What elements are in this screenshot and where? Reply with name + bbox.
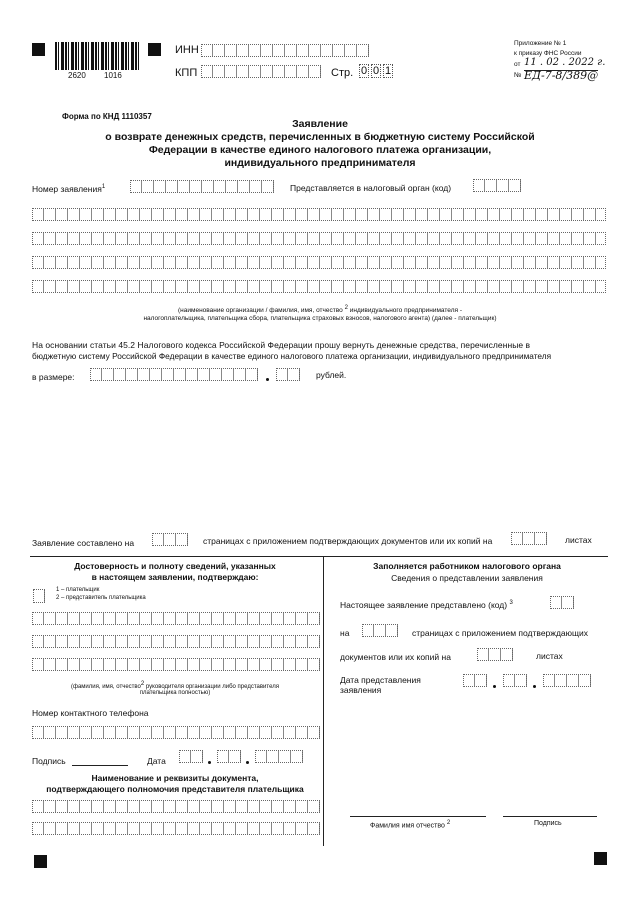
date-separator (208, 761, 211, 764)
kpp-field[interactable] (201, 65, 321, 78)
pages-middle: страницах с приложением подтверждающих документов или их копий на (203, 536, 493, 546)
tax-authority-label: Представляется в налоговый орган (код) (290, 183, 452, 193)
received-pages-field[interactable] (362, 624, 398, 637)
signer-name-caption-1 (30, 681, 320, 690)
page-digit: 0 (360, 65, 368, 77)
officer-sign-label: Подпись (534, 820, 562, 827)
footnote-ref: 2 (446, 820, 451, 826)
received-sheets-field[interactable] (477, 648, 513, 661)
form-title-1: Заявление (292, 118, 348, 130)
page-label: Стр. (331, 67, 354, 79)
signature-label: Подпись (32, 756, 66, 766)
date-separator (493, 685, 496, 688)
form-title-2: о возврате денежных средств, перечисленных в бюджетную систему Российской (105, 131, 535, 143)
appendix-line-2: к приказу ФНС России (514, 50, 582, 57)
pages-suffix: листах (565, 535, 592, 545)
appendix-date: 11 . 02 . 2022 г. (524, 57, 606, 68)
on-label: на (340, 628, 350, 638)
right-heading-2: Сведения о представлении заявления (391, 573, 543, 583)
doc-row-1[interactable] (32, 800, 320, 813)
caption-text: руководителя организации либо представителя (145, 684, 279, 690)
submission-year-field[interactable] (543, 674, 591, 687)
sheets-label: листах (536, 651, 563, 661)
payer-name-caption-2: налогоплательщика, плательщика сбора, плательщика страховых взносов, налогового агента) (далее - плательщик) (143, 315, 497, 322)
page-digit: 1 (384, 65, 392, 77)
appendix-from-prefix: от (514, 61, 521, 68)
payer-name-row-1[interactable] (32, 208, 606, 221)
payer-name-row-2[interactable] (32, 232, 606, 245)
corner-marker-top-left (32, 43, 45, 56)
footnote-ref: 2 (140, 681, 145, 687)
footnote-ref: 1 (101, 184, 106, 191)
submission-code-field[interactable] (550, 596, 574, 609)
date-day-field[interactable] (179, 750, 203, 763)
corner-marker-bottom-right (594, 852, 607, 865)
option-representative: 2 – представитель плательщика (56, 595, 146, 601)
section-divider-top (30, 556, 608, 557)
footnote-ref: 2 (344, 305, 348, 311)
barcode-number-1: 2620 (68, 71, 86, 80)
body-paragraph-1: На основании статьи 45.2 Налогового кодекса Российской Федерации прошу вернуть денежные средства, перечисленные в (32, 340, 531, 350)
fio-text: Фамилия имя отчество (370, 822, 445, 830)
kpp-label: КПП (175, 67, 198, 79)
amount-label: в размере: (32, 372, 75, 382)
submission-month-field[interactable] (503, 674, 527, 687)
pages-prefix: Заявление составлено на (32, 538, 135, 548)
application-number-label (32, 184, 105, 194)
docs-copies-text: документов или их копий на (340, 652, 451, 662)
page-number-field (359, 64, 395, 78)
option-payer: 1 – плательщик (56, 587, 100, 593)
phone-label: Номер контактного телефона (32, 708, 149, 718)
caption-text: (фамилия, имя, отчество (71, 684, 141, 690)
date-year-field[interactable] (255, 750, 303, 763)
caption-text: индивидуального предпринимателя - (349, 307, 462, 315)
submitted-text: Настоящее заявление представлено (код) (340, 600, 508, 610)
section-divider-vertical (323, 556, 324, 846)
submission-date-label-2: заявления (340, 685, 382, 695)
appendix-number: ЕД-7-8/389@ (524, 69, 599, 82)
barcode-number-2: 1016 (104, 71, 122, 80)
right-heading-1: Заполняется работником налогового органа (373, 561, 561, 571)
doc-heading-2: подтверждающего полномочия представителя плательщика (46, 784, 304, 794)
doc-row-2[interactable] (32, 822, 320, 835)
officer-name-label (370, 820, 450, 829)
pages-count-field[interactable] (152, 533, 188, 546)
submission-date-label-1: Дата представления (340, 675, 421, 685)
signer-name-caption-2: плательщика полностью) (139, 690, 211, 696)
form-title-4: индивидуального предпринимателя (224, 157, 416, 169)
tax-authority-code-field[interactable] (473, 179, 521, 192)
payer-name-row-3[interactable] (32, 256, 606, 269)
signer-type-field[interactable] (33, 589, 45, 603)
signer-name-row-3[interactable] (32, 658, 320, 671)
payer-name-caption-1 (0, 305, 640, 314)
doc-heading-1: Наименование и реквизиты документа, (91, 773, 259, 783)
submission-day-field[interactable] (463, 674, 487, 687)
date-separator (246, 761, 249, 764)
amount-kopecks-field[interactable] (276, 368, 300, 381)
appendix-number-prefix: № (514, 72, 522, 79)
phone-field[interactable] (32, 726, 320, 739)
date-label: Дата (147, 756, 166, 766)
form-title-3: Федерации в качестве единого налогового платежа организации, (148, 144, 492, 156)
form-code: Форма по КНД 1110357 (62, 112, 152, 121)
officer-name-line[interactable] (350, 816, 486, 817)
body-paragraph-2: бюджетную систему Российской Федерации в качестве единого налогового платежа организации, индивидуального предпринимателя (32, 351, 552, 361)
officer-sign-line[interactable] (503, 816, 597, 817)
footnote-ref: 3 (509, 600, 513, 607)
amount-unit: рублей. (316, 370, 347, 380)
date-separator (533, 685, 536, 688)
signer-name-row-1[interactable] (32, 612, 320, 625)
left-heading-2: в настоящем заявлении, подтверждаю: (91, 572, 259, 582)
date-month-field[interactable] (217, 750, 241, 763)
application-number-field[interactable] (130, 180, 274, 193)
inn-label: ИНН (175, 44, 199, 56)
pages-with-docs-text: страницах с приложением подтверждающих (412, 628, 589, 638)
signature-line[interactable] (72, 765, 128, 766)
corner-marker-top-right (148, 43, 161, 56)
sheets-count-field[interactable] (511, 532, 547, 545)
amount-decimal-point (266, 378, 269, 381)
amount-rubles-field[interactable] (90, 368, 258, 381)
submitted-label (340, 600, 513, 610)
application-number-text: Номер заявления (32, 184, 102, 194)
inn-field[interactable] (201, 44, 369, 57)
barcode (55, 42, 140, 70)
corner-marker-bottom-left (34, 855, 47, 868)
appendix-line-1: Приложение № 1 (514, 40, 567, 47)
left-heading-1: Достоверность и полноту сведений, указанных (74, 561, 276, 571)
caption-text: (наименование организации / фамилия, имя, отчество (178, 307, 343, 315)
page-digit: 0 (372, 65, 380, 77)
signer-name-row-2[interactable] (32, 635, 320, 648)
payer-name-row-4[interactable] (32, 280, 606, 293)
